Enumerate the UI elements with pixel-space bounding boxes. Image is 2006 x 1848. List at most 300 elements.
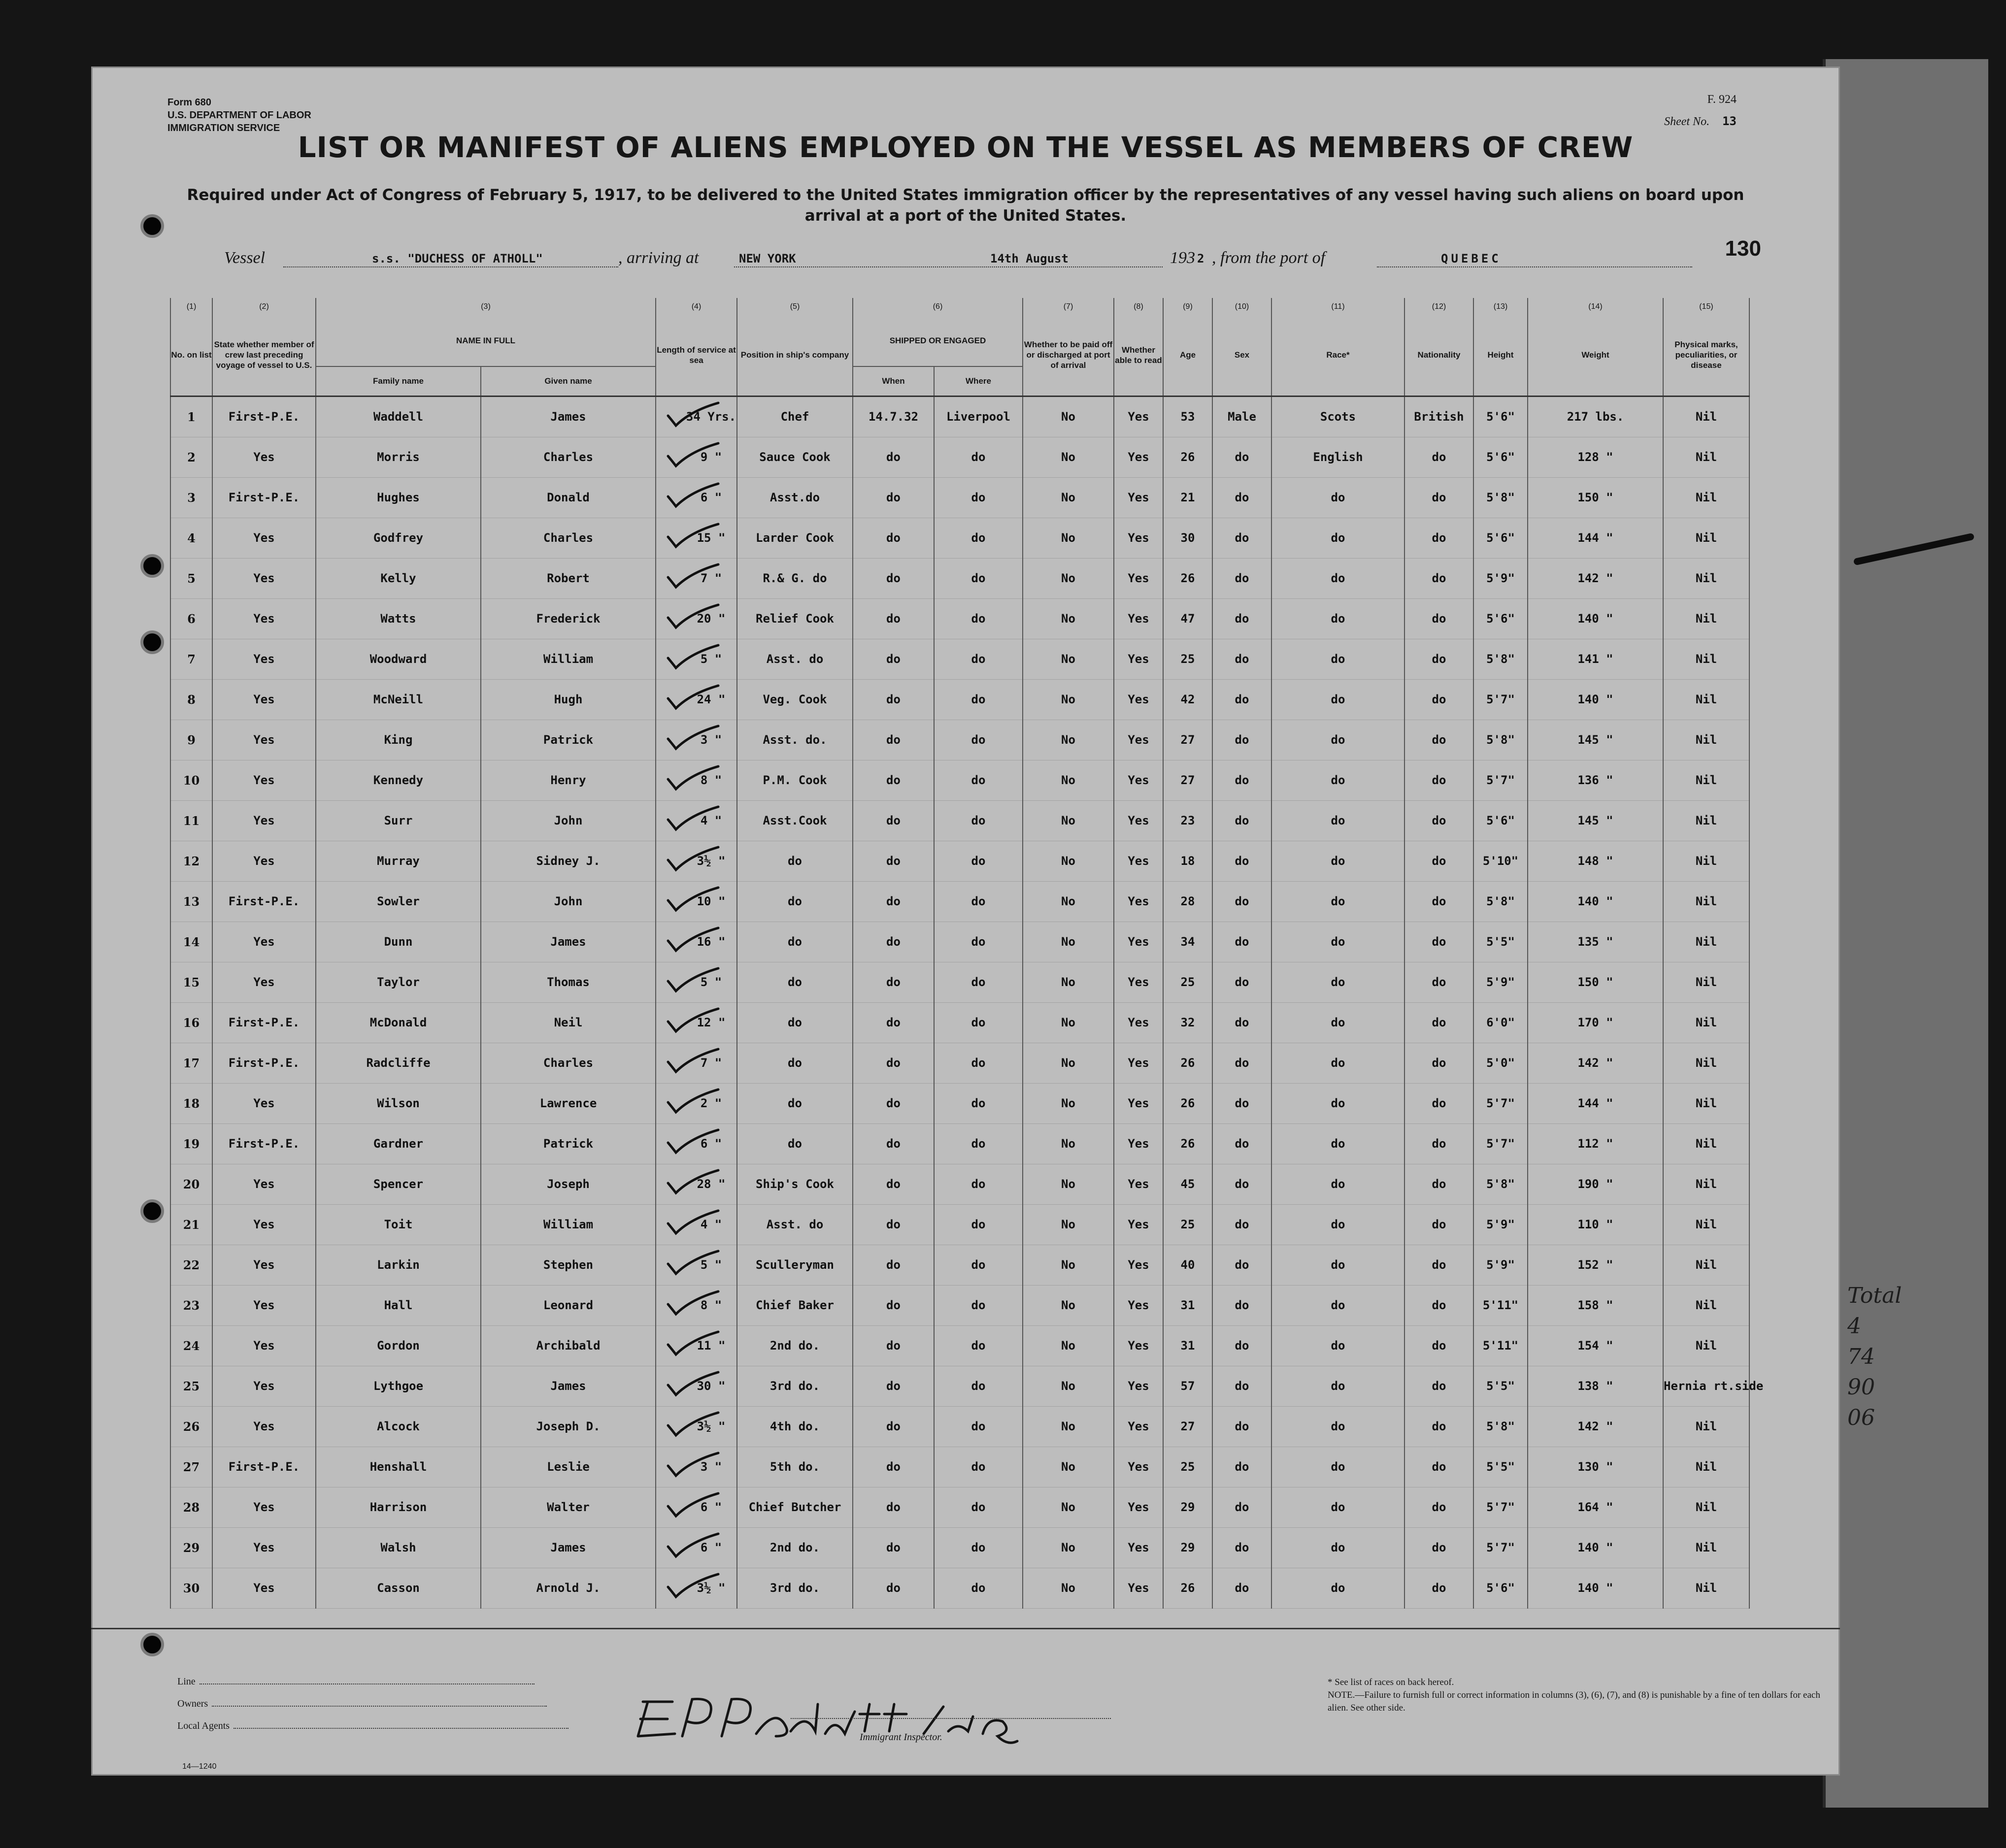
able-to-read-cell: Yes xyxy=(1114,1285,1163,1325)
able-to-read-cell: Yes xyxy=(1114,477,1163,518)
paid-off-cell: No xyxy=(1023,922,1114,962)
height-cell: 5'6" xyxy=(1473,1568,1528,1608)
shipped-when-cell: do xyxy=(853,1487,934,1527)
vessel-line xyxy=(224,249,1702,273)
shipped-where-cell: do xyxy=(934,800,1023,841)
table-row xyxy=(170,558,1749,598)
row-number-cell: 20 xyxy=(170,1164,212,1204)
from-label: , from the port of xyxy=(1212,249,1326,267)
family-name-cell: Hall xyxy=(316,1285,481,1325)
able-to-read-cell: Yes xyxy=(1114,1123,1163,1164)
age-cell: 25 xyxy=(1163,639,1212,679)
service-value: 6 " xyxy=(700,1500,722,1514)
sex-cell: do xyxy=(1212,1285,1271,1325)
penalty-note: NOTE.—Failure to furnish full or correct information in columns (3), (6), (7), and (8) is punishable by a fine of ten dollars for each alien. See other side. xyxy=(1328,1690,1820,1713)
shipped-when-cell: do xyxy=(853,1164,934,1204)
physical-marks-cell: Nil xyxy=(1663,1406,1749,1447)
shipped-when-cell: do xyxy=(853,1002,934,1043)
family-name-cell: Murray xyxy=(316,841,481,881)
shipped-when-cell: do xyxy=(853,679,934,720)
table-row xyxy=(170,800,1749,841)
length-of-service-cell xyxy=(656,1366,737,1406)
race-cell: do xyxy=(1271,962,1404,1002)
form-number: Form 680 xyxy=(167,97,211,108)
family-name-cell: Sowler xyxy=(316,881,481,922)
row-number-cell: 28 xyxy=(170,1487,212,1527)
shipped-where-cell: do xyxy=(934,1325,1023,1366)
nationality-cell: do xyxy=(1404,1245,1473,1285)
weight-cell: 190 " xyxy=(1528,1164,1663,1204)
family-name-cell: Taylor xyxy=(316,962,481,1002)
given-name-cell: James xyxy=(481,922,656,962)
sex-cell: do xyxy=(1212,800,1271,841)
shipped-when-cell: do xyxy=(853,518,934,558)
position-cell: P.M. Cook xyxy=(737,760,853,800)
weight-cell: 140 " xyxy=(1528,881,1663,922)
physical-marks-cell: Nil xyxy=(1663,1002,1749,1043)
family-name-cell: Gardner xyxy=(316,1123,481,1164)
paid-off-cell: No xyxy=(1023,598,1114,639)
row-number-cell: 26 xyxy=(170,1406,212,1447)
sex-cell: do xyxy=(1212,437,1271,477)
given-name-cell: Hugh xyxy=(481,679,656,720)
physical-marks-cell: Nil xyxy=(1663,1568,1749,1608)
voyage-status-cell: Yes xyxy=(212,1285,316,1325)
row-number-cell: 30 xyxy=(170,1568,212,1608)
age-cell: 26 xyxy=(1163,1043,1212,1083)
race-cell: do xyxy=(1271,1568,1404,1608)
punch-hole xyxy=(140,554,164,578)
position-cell: do xyxy=(737,1083,853,1123)
length-of-service-cell xyxy=(656,1043,737,1083)
height-cell: 5'11" xyxy=(1473,1325,1528,1366)
position-cell: do xyxy=(737,922,853,962)
nationality-cell: do xyxy=(1404,1002,1473,1043)
given-name-cell: Charles xyxy=(481,437,656,477)
able-to-read-cell: Yes xyxy=(1114,800,1163,841)
sex-cell: do xyxy=(1212,922,1271,962)
weight-cell: 154 " xyxy=(1528,1325,1663,1366)
able-to-read-cell: Yes xyxy=(1114,558,1163,598)
height-cell: 5'11" xyxy=(1473,1285,1528,1325)
position-cell: Asst. do xyxy=(737,1204,853,1245)
length-of-service-cell xyxy=(656,720,737,760)
height-cell: 5'8" xyxy=(1473,1406,1528,1447)
race-cell: do xyxy=(1271,1487,1404,1527)
nationality-cell: do xyxy=(1404,1568,1473,1608)
shipped-when-cell: do xyxy=(853,1447,934,1487)
physical-marks-cell: Nil xyxy=(1663,598,1749,639)
paid-off-cell: No xyxy=(1023,477,1114,518)
service-value: 7 " xyxy=(700,571,722,585)
service-value: 8 " xyxy=(700,773,722,787)
inspector-line xyxy=(791,1718,1111,1719)
service-value: 7 " xyxy=(700,1056,722,1070)
table-row xyxy=(170,1325,1749,1366)
weight-cell: 140 " xyxy=(1528,1568,1663,1608)
service-value: 28 " xyxy=(697,1177,726,1191)
nationality-cell: do xyxy=(1404,679,1473,720)
age-cell: 30 xyxy=(1163,518,1212,558)
col-given-name: Given name xyxy=(481,366,656,396)
arrival-date: 14th August xyxy=(990,252,1069,265)
paid-off-cell: No xyxy=(1023,1002,1114,1043)
row-number-cell: 1 xyxy=(170,396,212,437)
voyage-status-cell: Yes xyxy=(212,598,316,639)
able-to-read-cell: Yes xyxy=(1114,1487,1163,1527)
shipped-where-cell: do xyxy=(934,1487,1023,1527)
col-race: Race* xyxy=(1271,315,1404,396)
shipped-when-cell: do xyxy=(853,1406,934,1447)
form-code: 14—1240 xyxy=(182,1762,217,1771)
physical-marks-cell: Nil xyxy=(1663,1447,1749,1487)
col-voyage: State whether member of crew last preceding voyage of vessel to U.S. xyxy=(212,315,316,396)
voyage-status-cell: Yes xyxy=(212,1406,316,1447)
length-of-service-cell xyxy=(656,1568,737,1608)
row-number-cell: 3 xyxy=(170,477,212,518)
position-cell: 2nd do. xyxy=(737,1527,853,1568)
position-cell: do xyxy=(737,1123,853,1164)
able-to-read-cell: Yes xyxy=(1114,1204,1163,1245)
given-name-cell: James xyxy=(481,1366,656,1406)
shipped-where-cell: do xyxy=(934,477,1023,518)
race-cell: do xyxy=(1271,1204,1404,1245)
height-cell: 5'7" xyxy=(1473,1527,1528,1568)
shipped-when-cell: 14.7.32 xyxy=(853,396,934,437)
given-name-cell: Frederick xyxy=(481,598,656,639)
age-cell: 31 xyxy=(1163,1325,1212,1366)
position-cell: Ship's Cook xyxy=(737,1164,853,1204)
paid-off-cell: No xyxy=(1023,1366,1114,1406)
able-to-read-cell: Yes xyxy=(1114,1043,1163,1083)
given-name-cell: Thomas xyxy=(481,962,656,1002)
voyage-status-cell: First-P.E. xyxy=(212,396,316,437)
col-num: (10) xyxy=(1212,298,1271,315)
height-cell: 5'5" xyxy=(1473,1447,1528,1487)
shipped-where-cell: do xyxy=(934,1164,1023,1204)
sex-cell: do xyxy=(1212,679,1271,720)
age-cell: 21 xyxy=(1163,477,1212,518)
height-cell: 5'7" xyxy=(1473,1083,1528,1123)
row-number-cell: 7 xyxy=(170,639,212,679)
col-num: (5) xyxy=(737,298,853,315)
nationality-cell: do xyxy=(1404,1083,1473,1123)
length-of-service-cell xyxy=(656,396,737,437)
position-cell: Asst. do. xyxy=(737,720,853,760)
length-of-service-cell xyxy=(656,1204,737,1245)
height-cell: 5'8" xyxy=(1473,639,1528,679)
able-to-read-cell: Yes xyxy=(1114,1325,1163,1366)
table-row xyxy=(170,1447,1749,1487)
col-num: (2) xyxy=(212,298,316,315)
shipped-where-cell: do xyxy=(934,1527,1023,1568)
able-to-read-cell: Yes xyxy=(1114,720,1163,760)
family-name-cell: Woodward xyxy=(316,639,481,679)
nationality-cell: do xyxy=(1404,962,1473,1002)
shipped-where-cell: do xyxy=(934,1285,1023,1325)
length-of-service-cell xyxy=(656,518,737,558)
nationality-cell: do xyxy=(1404,1487,1473,1527)
shipped-when-cell: do xyxy=(853,800,934,841)
shipped-where-cell: do xyxy=(934,1204,1023,1245)
age-cell: 45 xyxy=(1163,1164,1212,1204)
height-cell: 5'9" xyxy=(1473,1245,1528,1285)
able-to-read-cell: Yes xyxy=(1114,760,1163,800)
nationality-cell: do xyxy=(1404,841,1473,881)
length-of-service-cell xyxy=(656,639,737,679)
paid-off-cell: No xyxy=(1023,639,1114,679)
table-row xyxy=(170,1002,1749,1043)
nationality-cell: do xyxy=(1404,1366,1473,1406)
shipped-where-cell: do xyxy=(934,1406,1023,1447)
nationality-cell: do xyxy=(1404,477,1473,518)
height-cell: 5'7" xyxy=(1473,679,1528,720)
length-of-service-cell xyxy=(656,1285,737,1325)
height-cell: 5'10" xyxy=(1473,841,1528,881)
given-name-cell: John xyxy=(481,881,656,922)
age-cell: 40 xyxy=(1163,1245,1212,1285)
position-cell: 5th do. xyxy=(737,1447,853,1487)
given-name-cell: Lawrence xyxy=(481,1083,656,1123)
nationality-cell: do xyxy=(1404,1043,1473,1083)
position-cell: Asst. do xyxy=(737,639,853,679)
col-where: Where xyxy=(934,366,1023,396)
footer-note xyxy=(1328,1676,1820,1715)
height-cell: 5'8" xyxy=(1473,720,1528,760)
physical-marks-cell: Nil xyxy=(1663,558,1749,598)
height-cell: 6'0" xyxy=(1473,1002,1528,1043)
shipped-where-cell: do xyxy=(934,1002,1023,1043)
race-cell: do xyxy=(1271,518,1404,558)
paid-off-cell: No xyxy=(1023,760,1114,800)
col-num: (6) xyxy=(853,298,1023,315)
race-cell: do xyxy=(1271,1123,1404,1164)
row-number-cell: 15 xyxy=(170,962,212,1002)
weight-cell: 152 " xyxy=(1528,1245,1663,1285)
table-row xyxy=(170,760,1749,800)
physical-marks-cell: Nil xyxy=(1663,720,1749,760)
paid-off-cell: No xyxy=(1023,1447,1114,1487)
voyage-status-cell: Yes xyxy=(212,800,316,841)
shipped-where-cell: do xyxy=(934,841,1023,881)
physical-marks-cell: Nil xyxy=(1663,1487,1749,1527)
service-value: 2 " xyxy=(700,1096,722,1110)
table-row xyxy=(170,1568,1749,1608)
age-cell: 26 xyxy=(1163,437,1212,477)
length-of-service-cell xyxy=(656,558,737,598)
given-name-cell: Archibald xyxy=(481,1325,656,1366)
nationality-cell: do xyxy=(1404,760,1473,800)
table-row xyxy=(170,962,1749,1002)
height-cell: 5'9" xyxy=(1473,962,1528,1002)
from-port: QUEBEC xyxy=(1441,252,1502,265)
physical-marks-cell: Nil xyxy=(1663,760,1749,800)
length-of-service-cell xyxy=(656,437,737,477)
shipped-when-cell: do xyxy=(853,962,934,1002)
family-name-cell: Morris xyxy=(316,437,481,477)
service-value: 30 " xyxy=(697,1379,726,1393)
agents-field xyxy=(234,1728,568,1729)
nationality-cell: do xyxy=(1404,922,1473,962)
position-cell: Chief Baker xyxy=(737,1285,853,1325)
physical-marks-cell: Nil xyxy=(1663,1204,1749,1245)
given-name-cell: Donald xyxy=(481,477,656,518)
physical-marks-cell: Hernia rt.side xyxy=(1663,1366,1749,1406)
voyage-status-cell: Yes xyxy=(212,1083,316,1123)
col-num: (1) xyxy=(170,298,212,315)
shipped-where-cell: do xyxy=(934,760,1023,800)
family-name-cell: Harrison xyxy=(316,1487,481,1527)
pen-stroke-mark xyxy=(1852,532,1975,571)
physical-marks-cell: Nil xyxy=(1663,477,1749,518)
able-to-read-cell: Yes xyxy=(1114,1083,1163,1123)
col-length-service: Length of service at sea xyxy=(656,315,737,396)
table-row xyxy=(170,922,1749,962)
row-number-cell: 14 xyxy=(170,922,212,962)
family-name-cell: Spencer xyxy=(316,1164,481,1204)
position-cell: Veg. Cook xyxy=(737,679,853,720)
punch-hole xyxy=(140,630,164,654)
race-cell: do xyxy=(1271,679,1404,720)
nationality-cell: do xyxy=(1404,639,1473,679)
able-to-read-cell: Yes xyxy=(1114,1245,1163,1285)
margin-totals xyxy=(1847,1281,1902,1433)
row-number-cell: 24 xyxy=(170,1325,212,1366)
table-row xyxy=(170,1204,1749,1245)
weight-cell: 140 " xyxy=(1528,598,1663,639)
able-to-read-cell: Yes xyxy=(1114,518,1163,558)
sheet-number: 13 xyxy=(1722,114,1737,128)
able-to-read-cell: Yes xyxy=(1114,1366,1163,1406)
weight-cell: 145 " xyxy=(1528,800,1663,841)
length-of-service-cell xyxy=(656,1164,737,1204)
shipped-when-cell: do xyxy=(853,1568,934,1608)
able-to-read-cell: Yes xyxy=(1114,1002,1163,1043)
shipped-when-cell: do xyxy=(853,720,934,760)
col-weight: Weight xyxy=(1528,315,1663,396)
race-cell: do xyxy=(1271,800,1404,841)
race-cell: do xyxy=(1271,1164,1404,1204)
able-to-read-cell: Yes xyxy=(1114,437,1163,477)
paid-off-cell: No xyxy=(1023,437,1114,477)
table-row xyxy=(170,1366,1749,1406)
age-cell: 26 xyxy=(1163,1123,1212,1164)
race-cell: English xyxy=(1271,437,1404,477)
length-of-service-cell xyxy=(656,477,737,518)
service-value: 16 " xyxy=(697,935,726,949)
physical-marks-cell: Nil xyxy=(1663,639,1749,679)
weight-cell: 158 " xyxy=(1528,1285,1663,1325)
weight-cell: 141 " xyxy=(1528,639,1663,679)
nationality-cell: do xyxy=(1404,437,1473,477)
weight-cell: 140 " xyxy=(1528,679,1663,720)
table-row xyxy=(170,396,1749,437)
row-number-cell: 5 xyxy=(170,558,212,598)
service-value: 5 " xyxy=(700,652,722,666)
given-name-cell: Neil xyxy=(481,1002,656,1043)
nationality-cell: do xyxy=(1404,518,1473,558)
height-cell: 5'7" xyxy=(1473,1487,1528,1527)
owners-label: Owners xyxy=(177,1698,208,1709)
age-cell: 29 xyxy=(1163,1527,1212,1568)
able-to-read-cell: Yes xyxy=(1114,1568,1163,1608)
height-cell: 5'8" xyxy=(1473,881,1528,922)
shipped-where-cell: do xyxy=(934,1366,1023,1406)
paid-off-cell: No xyxy=(1023,881,1114,922)
length-of-service-cell xyxy=(656,962,737,1002)
position-cell: Asst.Cook xyxy=(737,800,853,841)
age-cell: 25 xyxy=(1163,1204,1212,1245)
shipped-when-cell: do xyxy=(853,1245,934,1285)
service-value: 4 " xyxy=(700,1218,722,1231)
shipped-when-cell: do xyxy=(853,1083,934,1123)
table-row xyxy=(170,477,1749,518)
row-number-cell: 18 xyxy=(170,1083,212,1123)
given-name-cell: Stephen xyxy=(481,1245,656,1285)
weight-cell: 217 lbs. xyxy=(1528,396,1663,437)
shipped-when-cell: do xyxy=(853,1123,934,1164)
able-to-read-cell: Yes xyxy=(1114,962,1163,1002)
table-row xyxy=(170,720,1749,760)
row-number-cell: 9 xyxy=(170,720,212,760)
paid-off-cell: No xyxy=(1023,679,1114,720)
voyage-status-cell: Yes xyxy=(212,1164,316,1204)
row-number-cell: 27 xyxy=(170,1447,212,1487)
physical-marks-cell: Nil xyxy=(1663,1245,1749,1285)
height-cell: 5'9" xyxy=(1473,1204,1528,1245)
row-number-cell: 25 xyxy=(170,1366,212,1406)
sex-cell: do xyxy=(1212,1002,1271,1043)
paid-off-cell: No xyxy=(1023,1043,1114,1083)
race-cell: do xyxy=(1271,1406,1404,1447)
sex-cell: Male xyxy=(1212,396,1271,437)
family-name-cell: Waddell xyxy=(316,396,481,437)
voyage-status-cell: Yes xyxy=(212,962,316,1002)
race-cell: do xyxy=(1271,1245,1404,1285)
family-name-cell: Wilson xyxy=(316,1083,481,1123)
table-row xyxy=(170,679,1749,720)
able-to-read-cell: Yes xyxy=(1114,679,1163,720)
height-cell: 5'6" xyxy=(1473,598,1528,639)
arriving-dotted-line xyxy=(734,249,1163,267)
family-name-cell: Walsh xyxy=(316,1527,481,1568)
col-sex: Sex xyxy=(1212,315,1271,396)
sex-cell: do xyxy=(1212,1325,1271,1366)
table-row xyxy=(170,1527,1749,1568)
row-number-cell: 4 xyxy=(170,518,212,558)
margin-total-value: 06 xyxy=(1847,1405,1875,1430)
weight-cell: 142 " xyxy=(1528,558,1663,598)
age-cell: 32 xyxy=(1163,1002,1212,1043)
position-cell: Chef xyxy=(737,396,853,437)
age-cell: 42 xyxy=(1163,679,1212,720)
paid-off-cell: No xyxy=(1023,1527,1114,1568)
shipped-when-cell: do xyxy=(853,558,934,598)
paid-off-cell: No xyxy=(1023,1083,1114,1123)
height-cell: 5'5" xyxy=(1473,1366,1528,1406)
from-dotted-line xyxy=(1377,249,1692,267)
length-of-service-cell xyxy=(656,679,737,720)
weight-cell: 130 " xyxy=(1528,1447,1663,1487)
service-value: 3 " xyxy=(700,733,722,747)
shipped-where-cell: Liverpool xyxy=(934,396,1023,437)
row-number-cell: 2 xyxy=(170,437,212,477)
table-row xyxy=(170,1164,1749,1204)
family-name-cell: Kelly xyxy=(316,558,481,598)
position-cell: 3rd do. xyxy=(737,1568,853,1608)
sex-cell: do xyxy=(1212,639,1271,679)
row-number-cell: 13 xyxy=(170,881,212,922)
